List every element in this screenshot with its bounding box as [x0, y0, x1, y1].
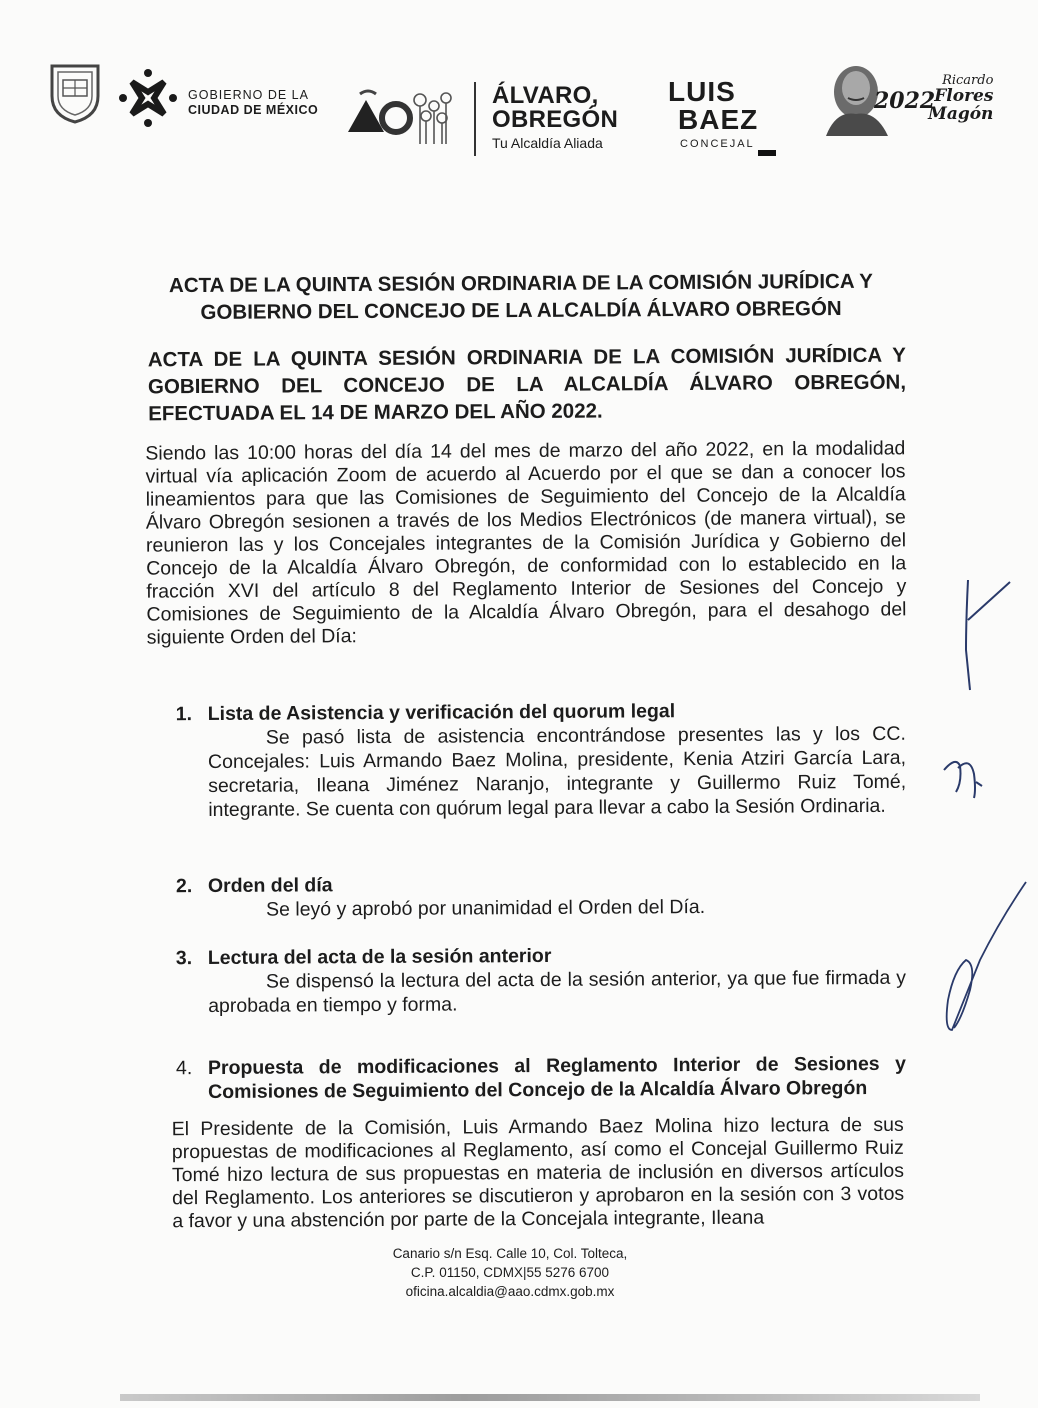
agenda-item-number: 1.: [175, 703, 193, 726]
alcaldia-name-line-2: OBREGÓN: [492, 106, 619, 133]
concejal-role: CONCEJAL: [680, 138, 755, 150]
year-badge-name: [928, 74, 993, 123]
document-title: ACTA DE LA QUINTA SESIÓN ORDINARIA DE LA COMISIÓN JURÍDICA Y GOBIERNO DEL CONCEJO DE LA ALCALDÍA ÁLVARO OBREGÓN: [168, 269, 873, 324]
intro-paragraph: Siendo las 10:00 horas del día 14 del mes de marzo del año 2022, en la modalidad virtual vía aplicación Zoom de acuerdo al Acuerdo por el que se dan a conocer los lineamientos para que las Comisiones de Seguimiento del Concejo de la Alcaldía Álvaro Obregón sesionen a través de los Medios Electrónicos (de manera virtual), se reunieron las y los Concejales integrantes de la Comisión Jurídica y Gobierno del Concejo de la Alcaldía Álvaro Obregón, de conformidad con lo establecido en la fracción XVI del artículo 8 del Reglamento Interior de Sesiones del Concejo y Comisiones de Seguimiento de la Alcaldía Álvaro Obregón, para el desahogo del siguiente Orden del Día:: [145, 437, 907, 649]
year-badge-name-1: Ricardo: [942, 73, 994, 88]
year-badge-name-2: Flores: [934, 86, 994, 106]
scan-edge-band: [120, 1394, 980, 1401]
agenda-item-4: [176, 1052, 906, 1104]
agenda-item-1: [176, 698, 907, 822]
alcaldia-name-line-1: ÁLVARO,: [492, 82, 599, 109]
cdmx-emblem-logo: [118, 68, 178, 128]
agenda-item-heading: Lista de Asistencia y verificación del quorum legal: [207, 700, 676, 726]
concejal-brand-bar: [758, 150, 776, 156]
agenda-item-heading: Propuesta de modificaciones al Reglamento Interior de Sesiones y Comisiones de Seguimiento del Concejo de la Alcaldía Álvaro Obregón: [207, 1052, 906, 1104]
document-subtitle: ACTA DE LA QUINTA SESIÓN ORDINARIA DE LA COMISIÓN JURÍDICA Y GOBIERNO DEL CONCEJO DE LA ALCALDÍA ÁLVARO OBREGÓN, EFECTUADA EL 14 DE MARZO DEL AÑO 2022.: [147, 343, 907, 426]
government-name: [188, 88, 318, 118]
agenda-item-2: [176, 870, 906, 922]
alcaldia-brand: [492, 84, 618, 151]
year-badge-name-3: Magón: [928, 104, 994, 124]
concejal-name-line-2: BAEZ: [678, 104, 759, 135]
footer-email: oficina.alcaldia@aao.cdmx.gob.mx: [405, 1284, 615, 1299]
agenda-item-number: 2.: [175, 875, 193, 898]
ao-anniversary-logo: [344, 86, 456, 148]
cdmx-coat-of-arms-logo: [48, 62, 102, 124]
alcaldia-tagline: Tu Alcaldía Aliada: [492, 135, 603, 151]
government-line-2: CIUDAD DE MÉXICO: [188, 103, 319, 117]
footer-contact: [300, 1244, 720, 1301]
handwritten-signatures: [930, 560, 1030, 1040]
concejal-brand: [668, 78, 778, 150]
agenda-item-number: 4.: [175, 1057, 193, 1080]
footer-address-2: C.P. 01150, CDMX|55 5276 6700: [410, 1265, 610, 1280]
concejal-name-line-1: LUIS: [668, 76, 736, 107]
agenda-item-text: Se leyó y aprobó por unanimidad el Orden del Día.: [266, 895, 706, 921]
header-divider: [474, 82, 476, 156]
year-badge-number: 2022: [874, 88, 936, 114]
agenda-item-heading: Lectura del acta de la sesión anterior: [207, 944, 552, 970]
agenda-item-number: 3.: [175, 947, 193, 970]
agenda-item-3: [176, 942, 906, 1018]
agenda-item-text: Se dispensó la lectura del acta de la sesión anterior, ya que fue firmada y aprobada en tiempo y forma.: [208, 966, 907, 1018]
agenda-item-heading: Orden del día: [207, 874, 333, 898]
closing-paragraph: El Presidente de la Comisión, Luis Armando Baez Molina hizo lectura de sus propuestas de modificaciones al Reglamento, así como el Concejal Guillermo Ruiz Tomé hizo lectura de sus propuestas en materia de inclusión en diversos artículos del Reglamento. Los anteriores se discutieron y aprobaron en la sesión con 3 votos a favor y una abstención por parte de la Concejala integrante, Ileana: [171, 1113, 905, 1233]
government-line-1: GOBIERNO DE LA: [188, 88, 309, 102]
agenda-item-text: Se pasó lista de asistencia encontrándose presentes las y los CC. Concejales: Luis Armando Baez Molina, presidente, Kenia Atziri García Lara, secretaria, Ileana Jiménez Naranjo, integrante y Guillermo Ruiz Tomé, integrante. Se cuenta con quórum legal para llevar a cabo la Sesión Ordinaria.: [207, 722, 907, 822]
footer-address-1: Canario s/n Esq. Calle 10, Col. Tolteca,: [392, 1246, 628, 1261]
